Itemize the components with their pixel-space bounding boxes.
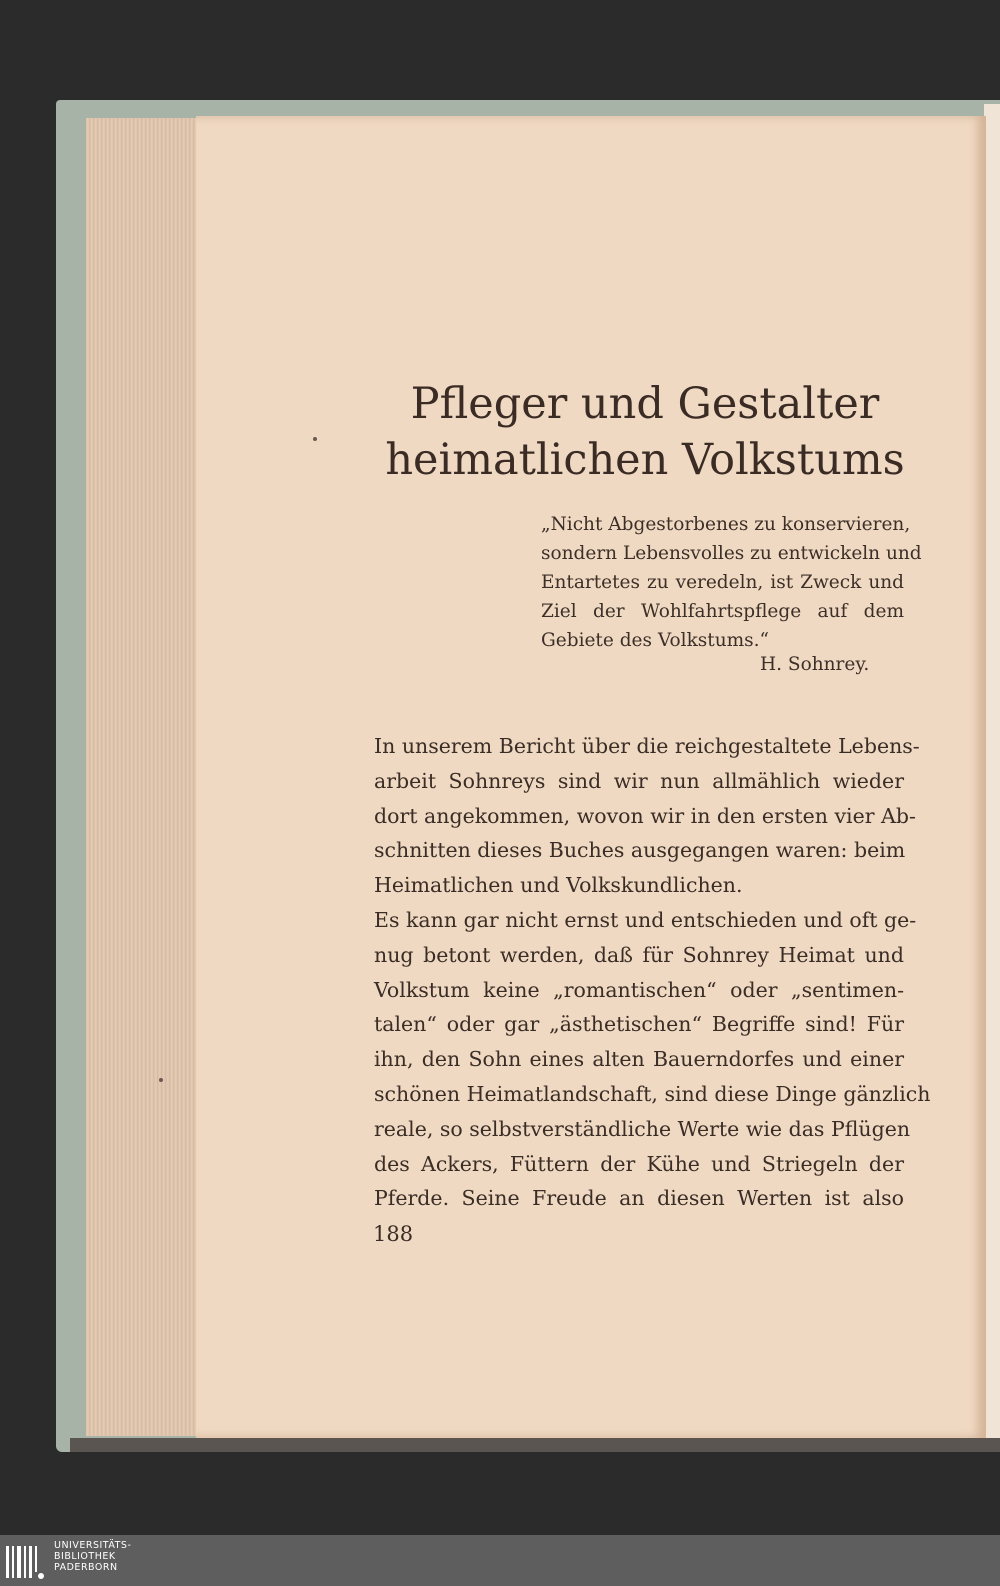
body-line: schönen Heimatlandschaft, sind diese Dinge gänzlich — [374, 1081, 931, 1106]
page-number: 188 — [373, 1222, 414, 1246]
body-line: nug betont werden, daß für Sohnrey Heimat und — [374, 942, 904, 967]
footer-line: PADERBORN — [54, 1562, 118, 1573]
body-line: dort angekommen, wovon wir in den ersten vier Ab- — [374, 803, 916, 828]
university-library-barcode-logo-icon — [4, 1540, 48, 1582]
next-page-edge — [984, 104, 1000, 1444]
motto-line: Entartetes zu veredeln, ist Zweck und — [541, 572, 904, 593]
chapter-title-line: heimatlichen Volkstums — [385, 435, 905, 485]
body-text — [374, 729, 931, 1216]
body-line: Pferde. Seine Freude an diesen Werten ist also — [374, 1186, 904, 1211]
body-line: arbeit Sohnreys sind wir nun allmählich wieder — [374, 768, 904, 793]
speck — [159, 1078, 163, 1082]
chapter-title — [380, 376, 910, 488]
footer-line: BIBLIOTHEK — [54, 1551, 116, 1562]
motto-line: Gebiete des Volkstums.“ — [541, 630, 770, 651]
body-line: reale, so selbstverständliche Werte wie das Pflügen — [374, 1116, 911, 1141]
book-bottom-shadow — [70, 1438, 1000, 1452]
motto-line: sondern Lebensvolles zu entwickeln und — [541, 543, 922, 564]
body-line: ihn, den Sohn eines alten Bauerndorfes und einer — [374, 1047, 904, 1072]
motto-line: Ziel der Wohlfahrtspflege auf dem — [541, 601, 904, 622]
motto-line: „Nicht Abgestorbenes zu konservieren, — [541, 514, 911, 535]
body-line: Es kann gar nicht ernst und entschieden und oft ge- — [374, 907, 917, 932]
speck — [313, 437, 317, 441]
footer-line: UNIVERSITÄTS- — [54, 1540, 132, 1551]
body-line: schnitten dieses Buches ausgegangen waren: beim — [374, 838, 906, 863]
body-line: In unserem Bericht über die reichgestaltete Lebens- — [374, 734, 920, 758]
page-edges — [86, 118, 204, 1436]
footer-library-name — [54, 1540, 254, 1573]
body-line: Heimatlichen und Volkskundlichen. — [374, 873, 743, 898]
body-line: Volkstum keine „romantischen“ oder „sentimen- — [374, 977, 904, 1002]
motto-author: H. Sohnrey. — [760, 654, 870, 675]
body-line: talen“ oder gar „ästhetischen“ Begriffe sind! Für — [374, 1012, 904, 1037]
body-line: des Ackers, Füttern der Kühe und Striegeln der — [374, 1151, 904, 1176]
chapter-title-line: Pfleger und Gestalter — [410, 379, 880, 429]
motto-quote — [541, 510, 922, 655]
